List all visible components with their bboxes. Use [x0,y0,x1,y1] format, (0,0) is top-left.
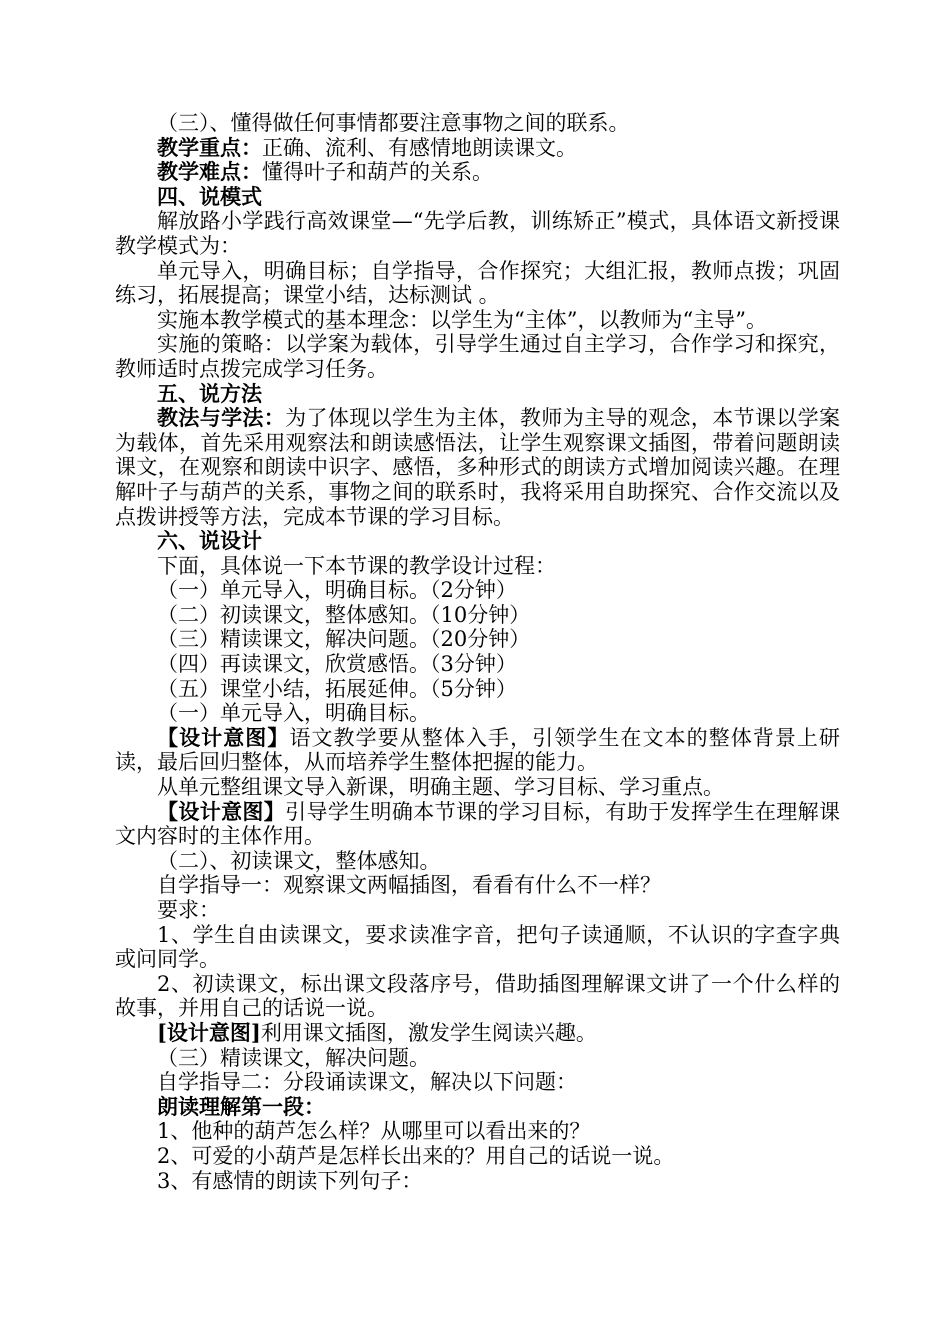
paragraph-method: 教法与学法：为了体现以学生为主体，教师为主导的观念，本节课以学案为载体，首先采用观察法和朗读感悟法，让学生观察课文插图，带着问题朗读课文，在观察和朗读中识字、感悟，多种形式的朗读方式增加阅读兴趣。在理解叶子与葫芦的关系，事物之间的联系时，我将采用自助探究、合作交流以及点拨讲授等方法，完成本节课的学习目标。 [115,405,841,529]
paragraph-difficulty: 教学难点：懂得叶子和葫芦的关系。 [157,159,493,185]
paragraph-mode-intro: 解放路小学践行高效课堂—“先学后教，训练矫正”模式，具体语文新授课教学模式为： [115,209,840,258]
heading-design: 六、说设计 [157,528,262,554]
section-step-1: （一）单元导入，明确目标。 [157,701,430,726]
paragraph-requirements: 要求： [157,898,220,922]
document-body [115,111,840,1193]
label-method: 教法与学法： [157,405,286,431]
section-step-2: （二）、初读课文，整体感知。 [157,848,441,873]
label-design-intent: 【设计意图】 [157,798,286,824]
section-step-3: （三）精读课文，解决问题。 [157,1045,430,1070]
paragraph-intent-3: [设计意图]利用课文插图，激发学生阅读兴趣。 [157,1019,597,1045]
label-key-point: 教学重点： [157,134,262,160]
list-item-step-2: （二）初读课文，整体感知。（10分钟） [157,602,531,627]
paragraph-unit-intro: 从单元整组课文导入新课，明确主题、学习目标、学习重点。 [157,775,724,800]
heading-method: 五、说方法 [157,380,262,406]
paragraph-mode-strategy: 实施的策略：以学案为载体，引导学生通过自主学习，合作学习和探究，教师适时点拨完成学习任务。 [115,332,840,381]
paragraph-mode-steps: 单元导入，明确目标；自学指导，合作探究；大组汇报，教师点拨；巩固练习，拓展提高；课堂小结，达标测试 。 [115,258,840,308]
paragraph-design-intro: 下面，具体说一下本节课的教学设计过程： [157,553,556,578]
heading-reading-1: 朗读理解第一段： [157,1093,325,1119]
paragraph-key-point: 教学重点：正确、流利、有感情地朗读课文。 [157,134,577,160]
paragraph-objective-3: （三）、懂得做任何事情都要注意事物之间的联系。 [157,111,630,135]
heading-mode: 四、说模式 [157,183,262,209]
paragraph-intent-1: 【设计意图】语文教学要从整体入手，引领学生在文本的整体背景上研读，最后回归整体，从而培养学生整体把握的能力。 [115,724,841,775]
paragraph-mode-philosophy: 实施本教学模式的基本理念：以学生为“主体”，以教师为“主导”。 [157,307,767,332]
list-item-step-5: （五）课堂小结，拓展延伸。（5分钟） [157,676,517,701]
paragraph-guide-2: 自学指导二：分段诵读课文，解决以下问题： [157,1070,577,1095]
list-item-question-3: 3、有感情的朗读下列句子： [157,1168,423,1193]
list-item-step-1: （一）单元导入，明确目标。（2分钟） [157,578,517,603]
list-item-step-3: （三）精读课文，解决问题。（20分钟） [157,627,531,652]
paragraph-intent-2: 【设计意图】引导学生明确本节课的学习目标，有助于发挥学生在理解课文内容时的主体作用。 [115,798,841,849]
list-item-question-1: 1、他种的葫芦怎么样？从哪里可以看出来的？ [157,1119,591,1144]
list-item-requirement-1: 1、学生自由读课文，要求读准字音，把句子读通顺，不认识的字查字典或问同学。 [115,922,840,972]
paragraph-guide-1: 自学指导一：观察课文两幅插图，看看有什么不一样？ [157,873,661,898]
label-design-intent: [设计意图] [157,1019,261,1045]
list-item-step-4: （四）再读课文，欣赏感悟。（3分钟） [157,652,517,677]
label-difficulty: 教学难点： [157,159,262,185]
list-item-question-2: 2、可爱的小葫芦是怎样长出来的？用自己的话说一说。 [157,1143,675,1168]
list-item-requirement-2: 2、初读课文，标出课文段落序号，借助插图理解课文讲了一个什么样的故事，并用自己的话说一说。 [115,971,840,1021]
label-design-intent: 【设计意图】 [157,724,290,750]
